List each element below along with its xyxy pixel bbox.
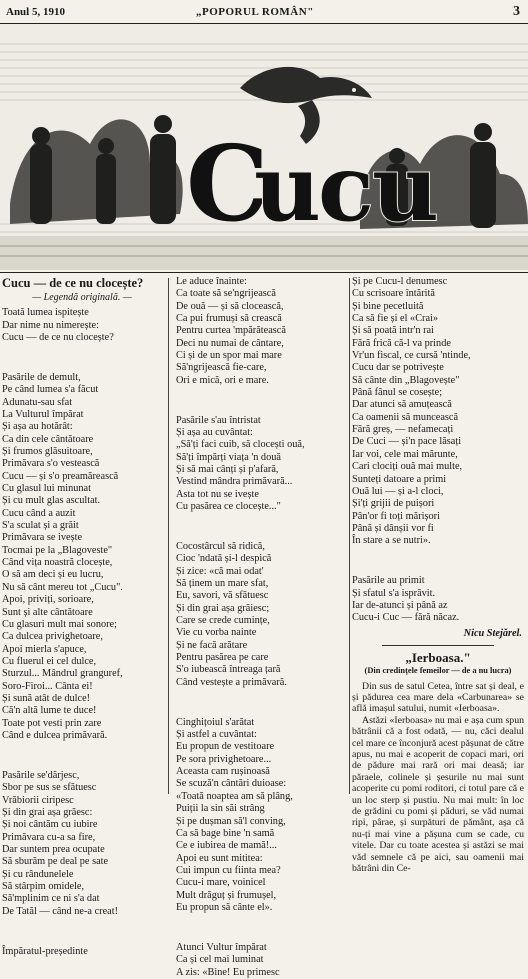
poem-lines	[2, 307, 162, 958]
poem-line: Ca și cel mai luminat	[176, 954, 264, 966]
poem-line: Când vița noastră clocește,	[2, 557, 113, 569]
poem-line: Și sună atât de dulce!	[2, 692, 91, 704]
stanza-gap	[176, 524, 346, 531]
poem-lines	[352, 276, 524, 625]
poem-line: Cu glasul lui minunat	[2, 483, 91, 495]
page-number: 3	[513, 4, 520, 19]
poem-line: Ca oamenii să muncească	[352, 411, 459, 423]
paragraph: Din sus de satul Cetea, între sat și deal, e și pădurea cea mare dela «Carbunarea» se află imașul satului, numit «Ierboasa».	[352, 680, 524, 715]
poem-line: Cinghițoiul s'arătat	[176, 716, 255, 728]
poem-line: Se scuză'n cântări duioase:	[176, 778, 287, 790]
poem-line: Asta tot nu se ivește	[176, 488, 259, 500]
svg-text:u: u	[254, 134, 321, 242]
poem-line: Pentru curtea 'mpărătească	[176, 325, 286, 337]
poem-line: Că'n altă lume te duce!	[2, 705, 97, 717]
masthead-illustration	[0, 24, 528, 270]
stanza-gap	[2, 928, 162, 935]
article-subtitle: — Legendă originală. —	[32, 292, 132, 303]
poem-line: „Să'ți faci cuib, să clocești ouă,	[176, 439, 305, 451]
column-2	[176, 276, 346, 978]
poem-line: Pân'or fi toți mărișori	[352, 510, 440, 522]
article-separator	[382, 645, 494, 646]
poem-line: Pe sora privighetoare...	[176, 753, 272, 765]
poem-line: Și așa au hotărât:	[2, 421, 73, 433]
poem-line: Și astfel a cuvântat:	[176, 729, 257, 741]
article-title: Cucu — de ce nu clocește?	[2, 276, 144, 290]
poem-line: Primăvara se ivește	[2, 532, 83, 544]
column-divider	[349, 278, 350, 794]
poem-line: Toate pot vesti prin zare	[2, 717, 102, 729]
poem-line: Ca să fie și el «Crai»	[352, 313, 439, 325]
stanza-gap	[176, 925, 346, 932]
poem-line: «Toată noaptea am să plâng,	[176, 790, 293, 802]
poem-line: Tocmai pe la „Blagoveste"	[2, 544, 113, 556]
poem-line: Cui impun cu fiinta mea?	[176, 864, 281, 876]
stanza-gap	[2, 753, 162, 760]
poem-line: Până fânul se cosește;	[352, 387, 443, 399]
poem-line: Cucu când a auzit	[2, 507, 76, 519]
poem-line: Ca toate să se'ngrijească	[176, 288, 276, 300]
poem-line: Apoi, priviți, sorioare,	[2, 594, 94, 606]
poem-line: Să'ți împărți viața 'n două	[176, 451, 281, 463]
poem-line: Sturzul... Mândrul granguref,	[2, 668, 123, 680]
poem-line: Și frumos glăsuitoare,	[2, 446, 93, 458]
poem-line: Și pe dușman să'l conving,	[176, 815, 286, 827]
poem-line: Vestind mândra primăvară...	[176, 476, 293, 488]
author-signature: Nicu Stejărel.	[463, 627, 522, 639]
newspaper-name: „POPORUL ROMÂN"	[196, 6, 314, 18]
poem-line: S'o iubească întreaga țară	[176, 664, 281, 676]
article-title: „Ierboasa."	[405, 649, 471, 665]
poem-line: Cocostârcul să ridică,	[176, 541, 265, 553]
poem-line: Ca dulcea privighetoare,	[2, 631, 103, 643]
column-3	[352, 276, 524, 875]
poem-line: Fără frică că-l va prinde	[352, 337, 451, 349]
stanza-gap	[176, 397, 346, 404]
poem-line: Le aduce înainte:	[176, 276, 247, 287]
poem-line: S'a sculat și a grăit	[2, 520, 79, 532]
svg-text:C: C	[186, 122, 269, 245]
poem-line: Apoi eu sunt mititea:	[176, 852, 263, 864]
poem-line: O să am deci și eu lucru,	[2, 569, 104, 581]
paragraph: Astăzi «Ierboasa» nu mai e așa cum spun bătrânii că a fost odată, — nu, căci dealul cel mare ce înconjură acest pășunat de către apus, nu mai e acoperit de copaci mari, ori de pădure mai rară ori mai deasă; iar păraele, colinele și șesurile nu mai sunt acoperite cu pomi roditori, ci totul pare că e un loc sterp și pustiu. Nu mai mult: în loc de grădini cu pomi și păduri, se văd numai ripi, pârae, și surpături de pământ, așa că nu-ți mai vine a pășuna cum se cade, cu vitele. Dar cu toate acestea și astăzi se mai văd semnele că pe aici, sau oamenii mai bătrâni din Ce-	[352, 714, 524, 875]
poem-line: Ce e iubirea de mamă!...	[176, 840, 277, 852]
column-divider	[168, 278, 169, 794]
poem-line: Cu scrisoare întărită	[352, 288, 435, 300]
poem-line: Cucu dar se potrivește	[352, 362, 444, 374]
poem-line: Și'ți grijii de puișori	[352, 498, 435, 510]
poem-line: Până și dânșii vor fi	[352, 522, 434, 534]
poem-line: Cucu-i Cuc — fără năcaz.	[352, 612, 460, 624]
poem-line: Ori e mică, ori e mare.	[176, 374, 269, 386]
poem-line: Ca din cele cântătoare	[2, 433, 94, 445]
poem-line: Și așa au cuvântat:	[176, 427, 253, 439]
poem-line: Și cu mult glas ascultat.	[2, 495, 101, 507]
poem-line: Când vestește a primăvară.	[176, 676, 287, 688]
issue-year: Anul 5, 1910	[6, 6, 65, 18]
poem-line: Să'ngrijească fie-care,	[176, 362, 267, 374]
poem-line: Împăratul-președinte	[2, 945, 88, 957]
poem-line: Iar de-atunci și până az	[352, 599, 448, 611]
poem-line: Iar voi, cele mai mărunte,	[352, 448, 458, 460]
poem-line: De ouă — și să clocească,	[176, 300, 284, 312]
poem-line: Deci nu numai de cântare,	[176, 337, 284, 349]
poem-line: De Cuci — și'n pace lăsați	[352, 436, 462, 448]
poem-line: Pasările se'dărjesc,	[2, 769, 80, 781]
poem-line: Eu propun de vestitoare	[176, 741, 275, 753]
poem-line: Să cânte din „Blagovește"	[352, 374, 460, 386]
poem-line: Fără greș, — nefamecați	[352, 424, 454, 436]
poem-line: Nu să cânt mereu tot „Cucu".	[2, 581, 123, 593]
poem-line: Eu propun să cânte el».	[176, 901, 273, 913]
poem-line: Pasările s'au întristat	[176, 414, 261, 426]
poem-line: Și pe Cucu-l denumesc	[352, 276, 448, 287]
stanza-gap	[352, 558, 524, 565]
poem-line: Cu glasuri mult mai sonore;	[2, 618, 117, 630]
poem-line: Dar suntem prea ocupate	[2, 843, 105, 855]
poem-line: Și să poată intr'n rai	[352, 325, 434, 337]
poem-lines	[176, 276, 346, 979]
poem-line: Să ținem un mare sfat,	[176, 578, 269, 590]
poem-line: Care se crede cumințe,	[176, 615, 270, 627]
poem-line: Ca să bage bine 'n samă	[176, 827, 275, 839]
stanza-gap	[176, 699, 346, 706]
poem-line: Și să mai cânți și p'afară,	[176, 464, 279, 476]
woodcut-scene-icon	[0, 24, 528, 270]
column-1	[2, 276, 162, 957]
svg-text:c: c	[318, 134, 375, 242]
poem-line: Și noi cântăm cu iubire	[2, 819, 98, 831]
masthead-rule	[0, 272, 528, 273]
poem-line: Pasările de demult,	[2, 371, 81, 383]
poem-line: Primăvara s'o vestească	[2, 458, 100, 470]
poem-line: Ouă lui — și a-l cloci,	[352, 485, 444, 497]
poem-line: Sbor pe sus se sfătuesc	[2, 782, 97, 794]
poem-line: Vrăbiorii ciripesc	[2, 794, 74, 806]
poem-line: Să'mplinim ce ni s'a dat	[2, 893, 100, 905]
poem-line: Cucu — de ce nu clocește?	[2, 332, 114, 344]
poem-line: Și cu rândunelele	[2, 868, 74, 880]
poem-line: Dar atunci să amuțească	[352, 399, 452, 411]
poem-line: Soro-Firoi... Cânta ei!	[2, 680, 93, 692]
poem-line: Vr'un fiscal, ce cursă 'ntinde,	[352, 350, 471, 362]
poem-line: Cucu-i mare, voinicel	[176, 877, 266, 889]
poem-line: Când e dulcea primăvară.	[2, 729, 108, 741]
poem-line: Să sburăm pe deal pe sate	[2, 856, 109, 868]
poem-line: Apoi mierla s'apuce,	[2, 643, 87, 655]
poem-line: Pe când lumea s'a făcut	[2, 384, 99, 396]
poem-line: Sunt și alte cântătoare	[2, 606, 93, 618]
svg-text:u: u	[372, 134, 439, 242]
poem-line: Și sfatul s'a isprăvit.	[352, 587, 436, 599]
poem-line: Toată lumea ispitește	[2, 307, 89, 319]
poem-line: Aceasta cam rușinoasă	[176, 766, 270, 778]
poem-line: Și din grai așa grăesc:	[2, 806, 93, 818]
poem-line: Puiții la sin săi strâng	[176, 803, 265, 815]
poem-line: Primăvara cu-a sa fire,	[2, 831, 96, 843]
poem-line: Și ne facă arătare	[176, 639, 248, 651]
poem-line: De Tatăl — când ne-a creat!	[2, 905, 119, 917]
poem-line: Cu pasărea ce clocește..."	[176, 501, 281, 513]
poem-line: A zis: «Bine! Eu primesc	[176, 966, 280, 978]
poem-line: Și bine pecetluită	[352, 300, 424, 312]
poem-line: Vie cu vorba nainte	[176, 627, 257, 639]
poem-line: Și zice: «că mai odat'	[176, 565, 264, 577]
article-subtitle: (Din credințele femeilor — de a nu lucra)	[364, 666, 512, 676]
poem-line: Ca pui frumuși să crească	[176, 313, 282, 325]
poem-line: Și din grai așa grăiesc;	[176, 602, 270, 614]
poem-line: Adunatu-sau sfat	[2, 396, 73, 408]
poem-line: Eu, savori, vă sfătuesc	[176, 590, 269, 602]
poem-line: Cioc 'ndată și-l despică	[176, 553, 272, 565]
stanza-gap	[2, 355, 162, 362]
poem-line: Cari clociți ouă mai multe,	[352, 461, 463, 473]
poem-line: Mult drăguț și frumușel,	[176, 889, 277, 901]
poem-line: Pentru pasărea pe care	[176, 652, 269, 664]
running-header	[6, 4, 520, 22]
poem-line: Ci și de un spor mai mare	[176, 350, 282, 362]
poem-line: Sunteți datoare a primi	[352, 473, 447, 485]
article-body	[352, 681, 524, 875]
poem-line: Atunci Vultur împărat	[176, 941, 267, 953]
poem-line: Să stârpim omidele,	[2, 880, 85, 892]
poem-line: Cu fluerul ei cel dulce,	[2, 655, 97, 667]
poem-line: Cucu — și s'o preamărească	[2, 470, 119, 482]
poem-line: Dar nime nu nimerește:	[2, 319, 99, 331]
poem-line: La Vulturul împărat	[2, 409, 84, 420]
poem-line: Pasările au primit	[352, 575, 425, 587]
poem-line: În stare a se nutri».	[352, 535, 431, 547]
